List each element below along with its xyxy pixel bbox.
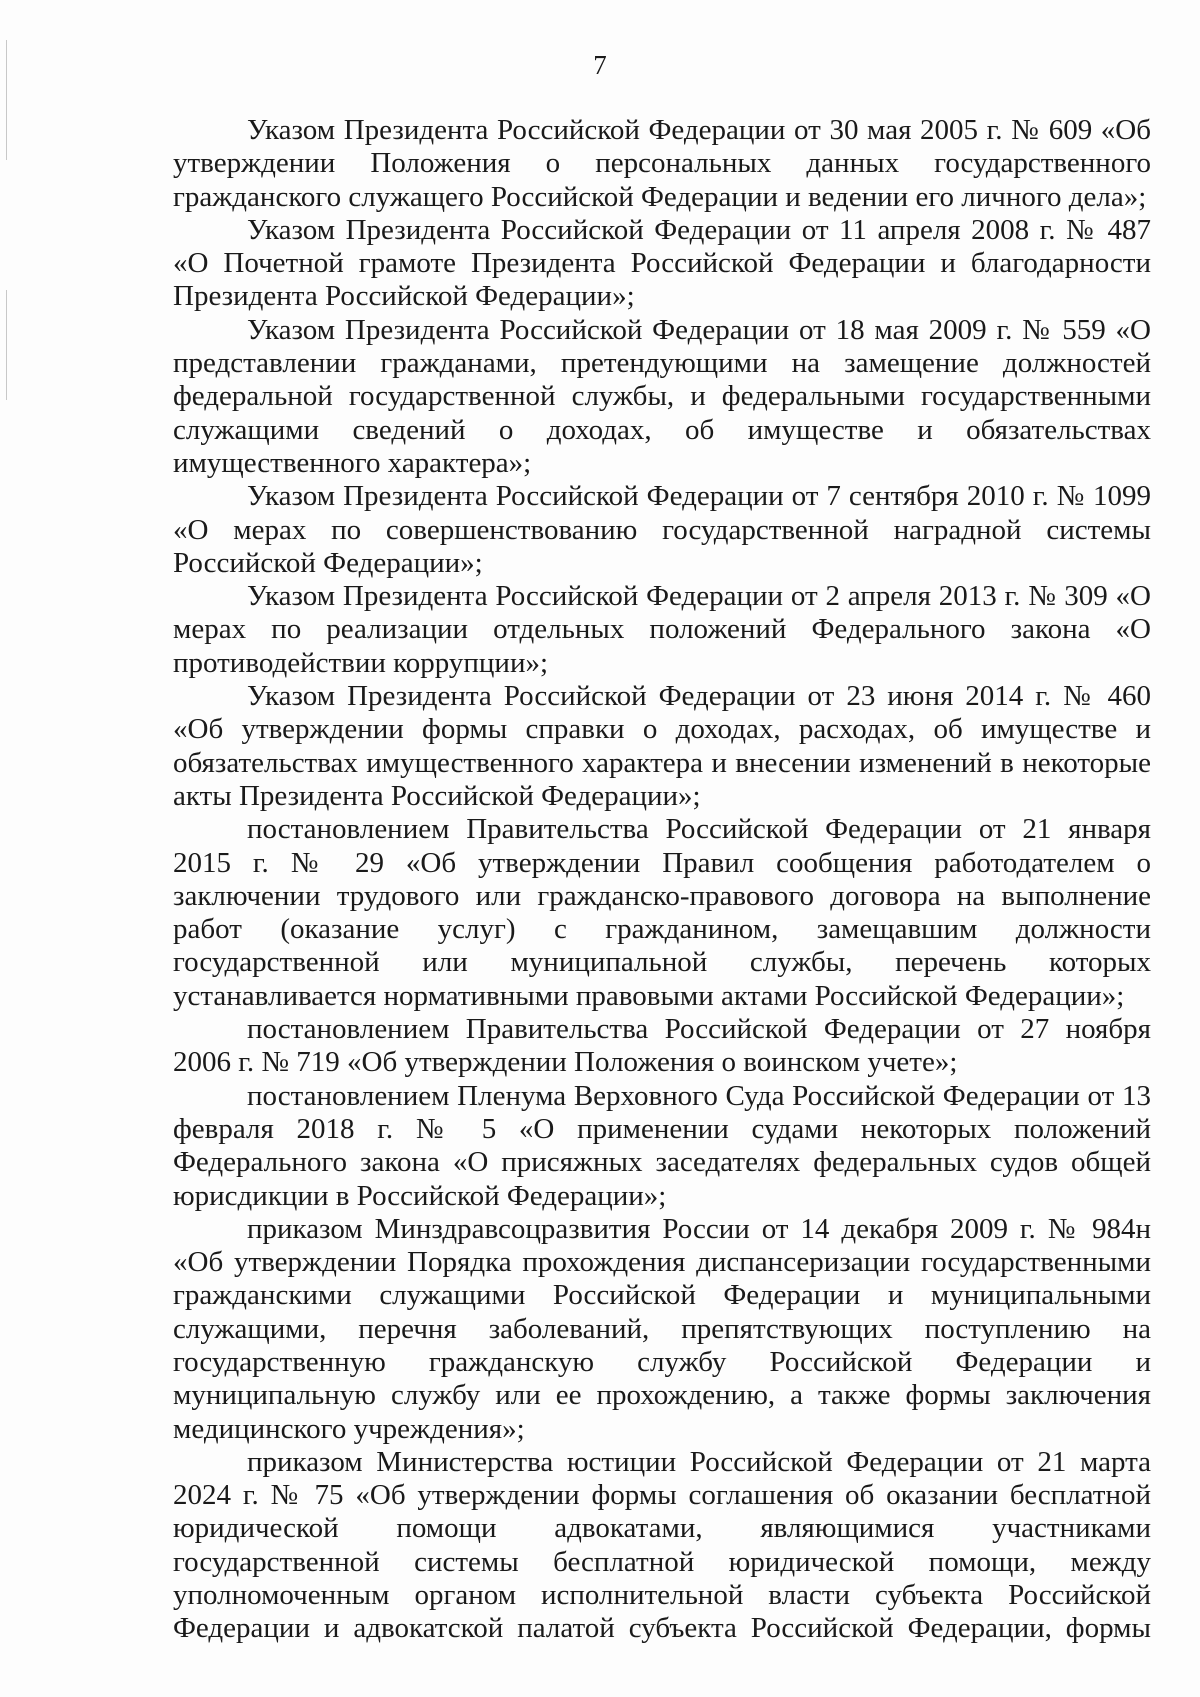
document-body [173, 114, 1151, 1646]
paragraph-ukaz-1099: Указом Президента Российской Федерации от 7 сентября 2010 г. № 1099 «О мерах по совершенствованию государственной наградной системы Российской Федерации»; [173, 480, 1151, 579]
paragraph-ukaz-309: Указом Президента Российской Федерации от 2 апреля 2013 г. № 309 «О мерах по реализации отдельных положений Федерального закона «О противодействии коррупции»; [173, 580, 1151, 679]
paragraph-ukaz-487: Указом Президента Российской Федерации от 11 апреля 2008 г. № 487 «О Почетной грамоте Президента Российской Федерации и благодарности Президента Российской Федерации»; [173, 213, 1151, 313]
paragraph-postanovlenie-719: постановлением Правительства Российской Федерации от 27 ноября 2006 г. № 719 «Об утверждении Положения о воинском учете»; [173, 1013, 1151, 1079]
page-number: 7 [593, 50, 607, 80]
paragraph-ukaz-460: Указом Президента Российской Федерации от 23 июня 2014 г. № 460 «Об утверждении формы справки о доходах, расходах, об имуществе и обязательствах имущественного характера и внесении изменений в некоторые акты Президента Российской Федерации»; [173, 680, 1151, 812]
paragraph-ukaz-609: Указом Президента Российской Федерации от 30 мая 2005 г. № 609 «Об утверждении Положения о персональных данных государственного гражданского служащего Российской Федерации и ведении его личного дела»; [173, 114, 1151, 213]
paragraph-postanovlenie-29: постановлением Правительства Российской Федерации от 21 января 2015 г. № 29 «Об утверждении Правил сообщения работодателем о заключении трудового или гражданско-правового договора на выполнение работ (оказание услуг) с гражданином, замещавшим должности государственной или муниципальной службы, перечень которых устанавливается нормативными правовыми актами Российской Федерации»; [173, 813, 1151, 1012]
paragraph-prikaz-75: приказом Министерства юстиции Российской Федерации от 21 марта 2024 г. № 75 «Об утверждении формы соглашения об оказании бесплатной юридической помощи адвокатами, являющимися участниками государственной системы бесплатной юридической помощи, между уполномоченным органом исполнительной власти субъекта Российской Федерации и адвокатской палатой субъекта Российской Федерации, формы [173, 1445, 1151, 1645]
paragraph-plenum-5: постановлением Пленума Верховного Суда Российской Федерации от 13 февраля 2018 г. № 5 «О применении судами некоторых положений Федерального закона «О присяжных заседателях федеральных судов общей юрисдикции в Российской Федерации»; [173, 1079, 1151, 1212]
paragraph-prikaz-984n: приказом Минздравсоцразвития России от 14 декабря 2009 г. № 984н «Об утверждении Порядка прохождения диспансеризации государственными гражданскими служащими Российской Федерации и муниципальными служащими, перечня заболеваний, препятствующих поступлению на государственную гражданскую службу Российской Федерации и муниципальную службу или ее прохождению, а также формы заключения медицинского учреждения»; [173, 1212, 1151, 1445]
scan-edge-mark [6, 290, 7, 400]
paragraph-ukaz-559: Указом Президента Российской Федерации от 18 мая 2009 г. № 559 «О представлении гражданами, претендующими на замещение должностей федеральной государственной службы, и федеральными государственными служащими сведений о доходах, об имуществе и обязательствах имущественного характера»; [173, 313, 1151, 479]
